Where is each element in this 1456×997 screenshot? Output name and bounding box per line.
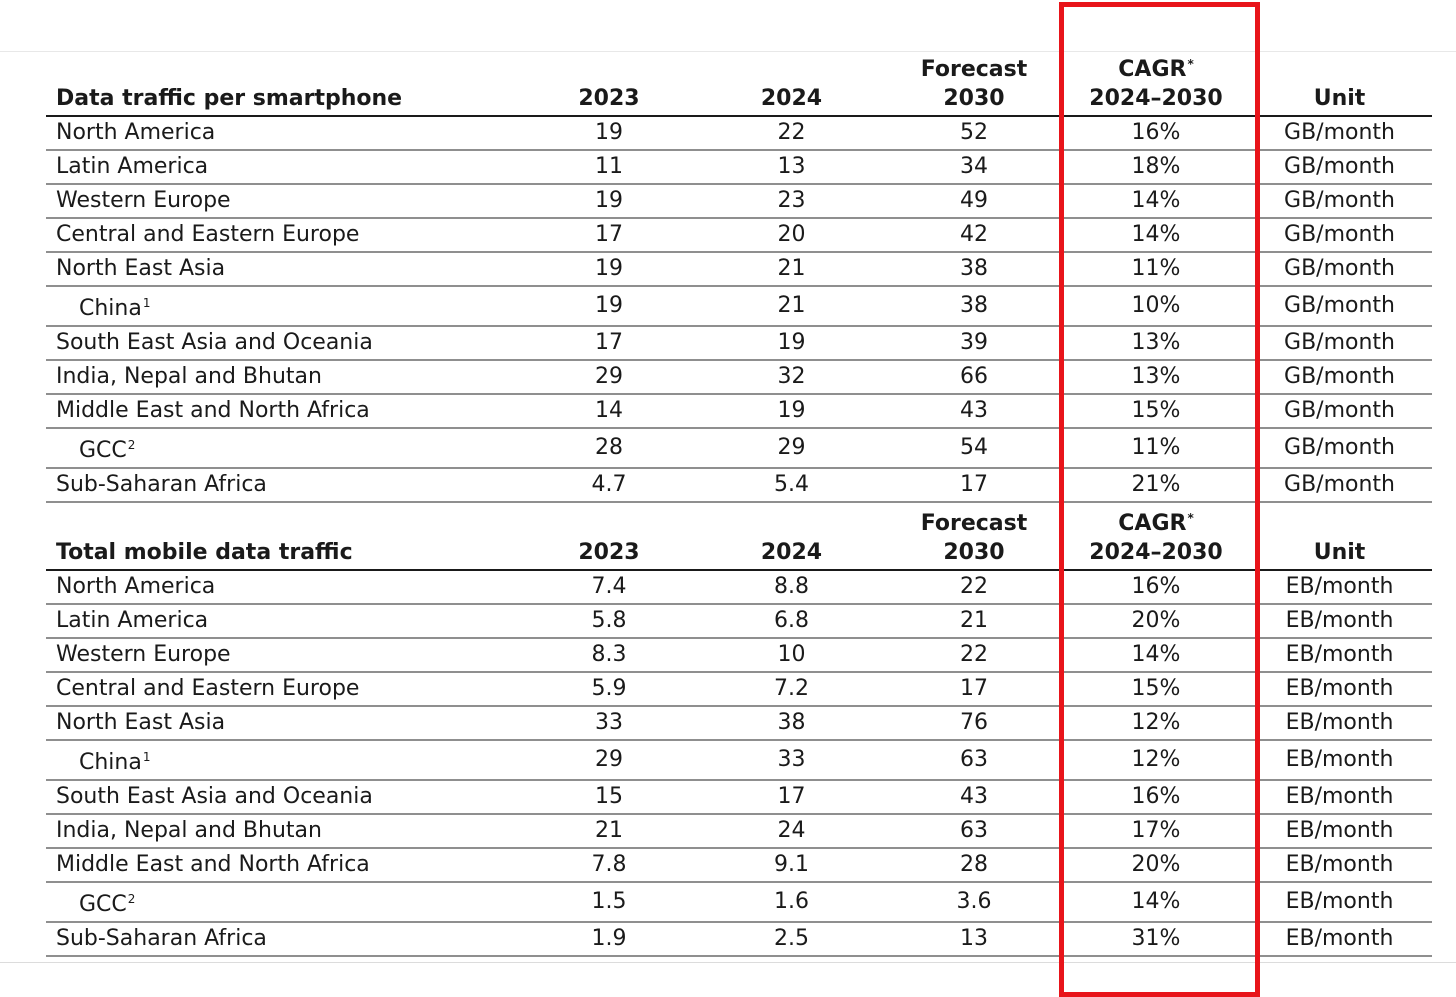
region-cell (46, 326, 518, 360)
region-name: Western Europe (56, 188, 231, 213)
cagr-cell: 20% (1065, 848, 1247, 882)
value-2023-cell: 5.9 (518, 672, 700, 706)
unit-cell: GB/month (1247, 184, 1432, 218)
region-cell (46, 150, 518, 184)
forecast-header-line2: 2030 (943, 86, 1005, 111)
value-2023-cell: 1.9 (518, 922, 700, 956)
table-row (46, 428, 1432, 468)
footnote-mark: 1 (142, 750, 151, 764)
value-2024-cell: 5.4 (700, 468, 883, 502)
table-row (46, 922, 1432, 956)
region-cell (46, 780, 518, 814)
value-2024-cell: 38 (700, 706, 883, 740)
value-2024-cell: 29 (700, 428, 883, 468)
value-2023-cell: 19 (518, 286, 700, 326)
region-name: Latin America (56, 608, 209, 633)
region-name: Central and Eastern Europe (56, 222, 360, 247)
value-2023-cell: 7.4 (518, 570, 700, 604)
cagr-label: CAGR (1118, 511, 1187, 536)
region-name: Latin America (56, 154, 209, 179)
unit-cell: EB/month (1247, 638, 1432, 672)
footnote-mark: 2 (127, 438, 136, 452)
table-row (46, 604, 1432, 638)
unit-cell: GB/month (1247, 394, 1432, 428)
cagr-cell: 14% (1065, 218, 1247, 252)
table-row (46, 780, 1432, 814)
region-cell (46, 570, 518, 604)
value-2024-cell: 8.8 (700, 570, 883, 604)
value-2023-cell: 29 (518, 740, 700, 780)
table-row (46, 706, 1432, 740)
table-row (46, 150, 1432, 184)
region-cell (46, 638, 518, 672)
unit-cell: EB/month (1247, 740, 1432, 780)
table-row (46, 286, 1432, 326)
value-2023-cell: 19 (518, 184, 700, 218)
table-row (46, 672, 1432, 706)
cagr-cell: 16% (1065, 570, 1247, 604)
value-2023-cell: 17 (518, 218, 700, 252)
table-row (46, 570, 1432, 604)
total-traffic-table (46, 504, 1432, 957)
unit-cell: EB/month (1247, 570, 1432, 604)
region-cell (46, 672, 518, 706)
forecast-header-line1: Forecast (920, 57, 1028, 82)
region-cell (46, 252, 518, 286)
table-header-row (46, 50, 1432, 116)
unit-cell: GB/month (1247, 326, 1432, 360)
value-2023-cell: 33 (518, 706, 700, 740)
forecast-2030-cell: 38 (883, 252, 1065, 286)
value-2023-cell: 15 (518, 780, 700, 814)
cagr-cell: 31% (1065, 922, 1247, 956)
region-name: India, Nepal and Bhutan (56, 364, 322, 389)
region-name: Middle East and North Africa (56, 398, 370, 423)
unit-cell: GB/month (1247, 116, 1432, 150)
value-2023-cell: 17 (518, 326, 700, 360)
unit-cell: EB/month (1247, 706, 1432, 740)
value-2023-cell: 28 (518, 428, 700, 468)
region-name: Sub-Saharan Africa (56, 926, 267, 951)
unit-cell: EB/month (1247, 780, 1432, 814)
table-row (46, 116, 1432, 150)
forecast-2030-cell: 63 (883, 740, 1065, 780)
unit-cell: GB/month (1247, 428, 1432, 468)
value-2023-cell: 21 (518, 814, 700, 848)
year-2023-header: 2023 (518, 50, 700, 116)
unit-cell: GB/month (1247, 218, 1432, 252)
forecast-2030-cell: 63 (883, 814, 1065, 848)
value-2024-cell: 20 (700, 218, 883, 252)
region-cell (46, 922, 518, 956)
table-body (46, 570, 1432, 956)
forecast-header (883, 504, 1065, 570)
cagr-cell: 11% (1065, 428, 1247, 468)
cagr-cell: 21% (1065, 468, 1247, 502)
region-name: GCC (79, 438, 127, 463)
unit-header: Unit (1247, 50, 1432, 116)
unit-cell: GB/month (1247, 468, 1432, 502)
region-column-header: Data traffic per smartphone (46, 50, 518, 116)
region-name: Sub-Saharan Africa (56, 472, 267, 497)
region-cell (46, 184, 518, 218)
region-name: China (79, 750, 142, 775)
table-row (46, 184, 1432, 218)
value-2023-cell: 14 (518, 394, 700, 428)
region-name: North America (56, 120, 216, 145)
unit-cell: EB/month (1247, 604, 1432, 638)
region-cell (46, 116, 518, 150)
table-row (46, 252, 1432, 286)
value-2024-cell: 19 (700, 326, 883, 360)
forecast-2030-cell: 13 (883, 922, 1065, 956)
cagr-cell: 13% (1065, 326, 1247, 360)
region-cell (46, 882, 518, 922)
unit-cell: GB/month (1247, 150, 1432, 184)
value-2024-cell: 13 (700, 150, 883, 184)
cagr-header-line2: 2024–2030 (1089, 86, 1223, 111)
smartphone-traffic-table (46, 50, 1432, 503)
year-2024-header: 2024 (700, 504, 883, 570)
value-2023-cell: 29 (518, 360, 700, 394)
cagr-cell: 18% (1065, 150, 1247, 184)
table-row (46, 360, 1432, 394)
unit-cell: EB/month (1247, 882, 1432, 922)
table-row (46, 814, 1432, 848)
unit-cell: EB/month (1247, 672, 1432, 706)
forecast-2030-cell: 17 (883, 468, 1065, 502)
unit-cell: GB/month (1247, 286, 1432, 326)
region-cell (46, 218, 518, 252)
cagr-header-line1 (1065, 504, 1247, 538)
value-2024-cell: 19 (700, 394, 883, 428)
cagr-cell: 13% (1065, 360, 1247, 394)
forecast-2030-cell: 34 (883, 150, 1065, 184)
table-row (46, 848, 1432, 882)
unit-cell: GB/month (1247, 252, 1432, 286)
region-name: China (79, 296, 142, 321)
table-body (46, 116, 1432, 502)
region-cell (46, 428, 518, 468)
value-2024-cell: 32 (700, 360, 883, 394)
region-name: South East Asia and Oceania (56, 330, 373, 355)
footnote-mark: 2 (127, 892, 136, 906)
value-2024-cell: 2.5 (700, 922, 883, 956)
year-2024-header: 2024 (700, 50, 883, 116)
value-2024-cell: 1.6 (700, 882, 883, 922)
region-name: GCC (79, 892, 127, 917)
cagr-cell: 12% (1065, 740, 1247, 780)
forecast-2030-cell: 66 (883, 360, 1065, 394)
cagr-footnote-mark: * (1187, 511, 1194, 525)
cagr-cell: 20% (1065, 604, 1247, 638)
cagr-label: CAGR (1118, 57, 1187, 82)
cagr-header-line2: 2024–2030 (1089, 540, 1223, 565)
table-row (46, 740, 1432, 780)
region-name: India, Nepal and Bhutan (56, 818, 322, 843)
cagr-header (1065, 50, 1247, 116)
unit-cell: EB/month (1247, 814, 1432, 848)
value-2023-cell: 8.3 (518, 638, 700, 672)
table-row (46, 468, 1432, 502)
forecast-2030-cell: 76 (883, 706, 1065, 740)
cagr-cell: 15% (1065, 394, 1247, 428)
region-cell (46, 706, 518, 740)
value-2024-cell: 9.1 (700, 848, 883, 882)
value-2023-cell: 19 (518, 252, 700, 286)
forecast-2030-cell: 21 (883, 604, 1065, 638)
cagr-cell: 16% (1065, 780, 1247, 814)
table-row (46, 326, 1432, 360)
cagr-cell: 15% (1065, 672, 1247, 706)
value-2024-cell: 10 (700, 638, 883, 672)
cagr-cell: 14% (1065, 882, 1247, 922)
cagr-cell: 12% (1065, 706, 1247, 740)
footnote-mark: 1 (142, 296, 151, 310)
value-2023-cell: 7.8 (518, 848, 700, 882)
region-name: Western Europe (56, 642, 231, 667)
region-name: North East Asia (56, 256, 226, 281)
value-2024-cell: 17 (700, 780, 883, 814)
region-cell (46, 360, 518, 394)
unit-cell: EB/month (1247, 848, 1432, 882)
table-row (46, 218, 1432, 252)
value-2024-cell: 6.8 (700, 604, 883, 638)
forecast-2030-cell: 43 (883, 394, 1065, 428)
value-2023-cell: 11 (518, 150, 700, 184)
forecast-2030-cell: 38 (883, 286, 1065, 326)
cagr-header-line1 (1065, 50, 1247, 84)
region-cell (46, 604, 518, 638)
region-name: Middle East and North Africa (56, 852, 370, 877)
value-2024-cell: 24 (700, 814, 883, 848)
value-2023-cell: 5.8 (518, 604, 700, 638)
unit-cell: GB/month (1247, 360, 1432, 394)
forecast-2030-cell: 22 (883, 638, 1065, 672)
forecast-2030-cell: 3.6 (883, 882, 1065, 922)
cagr-cell: 17% (1065, 814, 1247, 848)
value-2023-cell: 4.7 (518, 468, 700, 502)
region-name: North America (56, 574, 216, 599)
region-cell (46, 468, 518, 502)
forecast-2030-cell: 17 (883, 672, 1065, 706)
cagr-cell: 14% (1065, 184, 1247, 218)
forecast-2030-cell: 39 (883, 326, 1065, 360)
region-cell (46, 394, 518, 428)
unit-cell: EB/month (1247, 922, 1432, 956)
region-name: South East Asia and Oceania (56, 784, 373, 809)
value-2024-cell: 23 (700, 184, 883, 218)
cagr-footnote-mark: * (1187, 57, 1194, 71)
region-column-header: Total mobile data traffic (46, 504, 518, 570)
forecast-2030-cell: 49 (883, 184, 1065, 218)
forecast-2030-cell: 28 (883, 848, 1065, 882)
region-cell (46, 286, 518, 326)
forecast-2030-cell: 52 (883, 116, 1065, 150)
value-2024-cell: 33 (700, 740, 883, 780)
table-row (46, 394, 1432, 428)
table-row (46, 638, 1432, 672)
table-row (46, 882, 1432, 922)
value-2024-cell: 21 (700, 252, 883, 286)
cagr-cell: 16% (1065, 116, 1247, 150)
forecast-header (883, 50, 1065, 116)
forecast-2030-cell: 22 (883, 570, 1065, 604)
value-2023-cell: 19 (518, 116, 700, 150)
region-cell (46, 740, 518, 780)
region-name: Central and Eastern Europe (56, 676, 360, 701)
forecast-2030-cell: 54 (883, 428, 1065, 468)
forecast-header-line1: Forecast (920, 511, 1028, 536)
bottom-divider (0, 962, 1456, 963)
value-2023-cell: 1.5 (518, 882, 700, 922)
year-2023-header: 2023 (518, 504, 700, 570)
table-header-row (46, 504, 1432, 570)
region-cell (46, 848, 518, 882)
region-cell (46, 814, 518, 848)
value-2024-cell: 22 (700, 116, 883, 150)
cagr-cell: 11% (1065, 252, 1247, 286)
region-name: North East Asia (56, 710, 226, 735)
forecast-2030-cell: 42 (883, 218, 1065, 252)
value-2024-cell: 7.2 (700, 672, 883, 706)
forecast-header-line2: 2030 (943, 540, 1005, 565)
cagr-header (1065, 504, 1247, 570)
cagr-cell: 10% (1065, 286, 1247, 326)
forecast-2030-cell: 43 (883, 780, 1065, 814)
unit-header: Unit (1247, 504, 1432, 570)
value-2024-cell: 21 (700, 286, 883, 326)
cagr-cell: 14% (1065, 638, 1247, 672)
